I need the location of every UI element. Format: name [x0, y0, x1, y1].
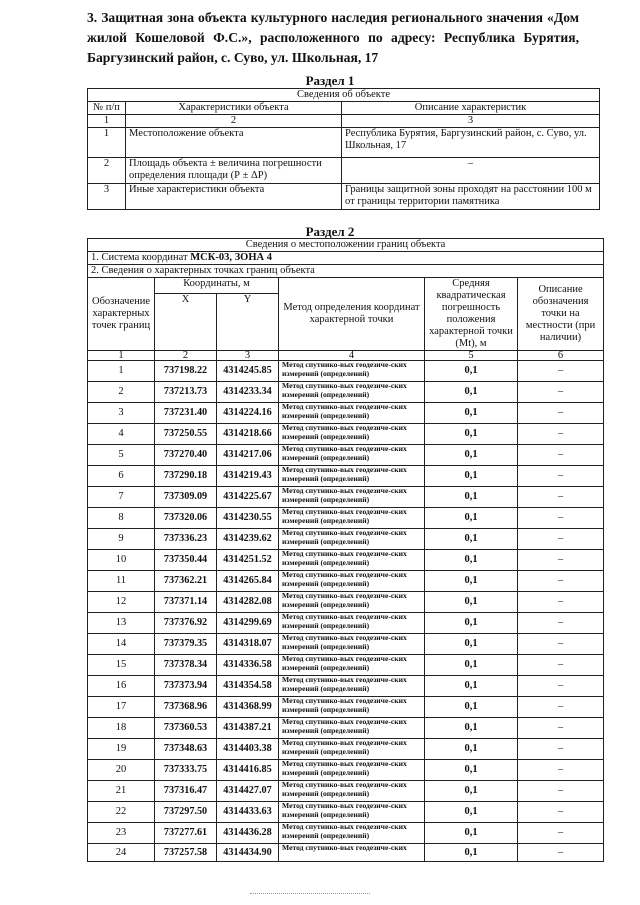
method-cell: Метод спутнико-вых геодезиче-ских измерений (определений) [279, 781, 425, 802]
col-number: 2 [155, 351, 217, 361]
x-coordinate: 737316.47 [155, 781, 217, 802]
mt-value: 0,1 [425, 382, 518, 403]
table-row [88, 739, 604, 760]
y-coordinate: 4314224.16 [217, 403, 279, 424]
characteristic-cell: Местоположение объекта [126, 128, 342, 158]
y-coordinate: 4314299.69 [217, 613, 279, 634]
description-cell: Границы защитной зоны проходят на расстоянии 100 м от границы территории памятника [342, 184, 600, 210]
point-description: – [518, 382, 604, 403]
y-coordinate: 4314433.63 [217, 802, 279, 823]
x-coordinate: 737250.55 [155, 424, 217, 445]
mt-value: 0,1 [425, 424, 518, 445]
col-number: 5 [425, 351, 518, 361]
x-coordinate: 737320.06 [155, 508, 217, 529]
method-cell: Метод спутнико-вых геодезиче-ских измерений (определений) [279, 697, 425, 718]
mt-value: 0,1 [425, 802, 518, 823]
y-coordinate: 4314403.38 [217, 739, 279, 760]
method-cell: Метод спутнико-вых геодезиче-ских измерений (определений) [279, 529, 425, 550]
coordinate-system-row [88, 252, 604, 265]
mt-value: 0,1 [425, 718, 518, 739]
table-row [88, 655, 604, 676]
method-cell: Метод спутнико-вых геодезиче-ских измерений (определений) [279, 424, 425, 445]
mt-value: 0,1 [425, 760, 518, 781]
method-cell: Метод спутнико-вых геодезиче-ских измерений (определений) [279, 613, 425, 634]
y-coordinate: 4314265.84 [217, 571, 279, 592]
row-number: 2 [88, 158, 126, 184]
coordinate-system-name: МСК-03, ЗОНА 4 [190, 252, 272, 263]
header-y: Y [217, 294, 279, 351]
x-coordinate: 737350.44 [155, 550, 217, 571]
document-heading: 3. Защитная зона объекта культурного наследия регионального значения «Дом жилой Кошеловой Ф.С.», расположенного по адресу: Республика Бурятия, Баргузинский район, с. Суво, ул. Школьная, 17 [87, 10, 579, 65]
point-number: 3 [88, 403, 155, 424]
y-coordinate: 4314436.28 [217, 823, 279, 844]
x-coordinate: 737336.23 [155, 529, 217, 550]
method-cell: Метод спутнико-вых геодезиче-ских [279, 844, 425, 862]
point-description: – [518, 466, 604, 487]
point-description: – [518, 571, 604, 592]
mt-value: 0,1 [425, 466, 518, 487]
col-number: 3 [342, 115, 600, 128]
table-row [88, 424, 604, 445]
mt-value: 0,1 [425, 823, 518, 844]
table-row [88, 361, 604, 382]
point-number: 19 [88, 739, 155, 760]
point-description: – [518, 823, 604, 844]
header-designation: Обозначение характерных точек границ [88, 278, 155, 351]
point-number: 1 [88, 361, 155, 382]
method-cell: Метод спутнико-вых геодезиче-ских измерений (определений) [279, 823, 425, 844]
method-cell: Метод спутнико-вых геодезиче-ских измерений (определений) [279, 571, 425, 592]
row-number: 3 [88, 184, 126, 210]
mt-value: 0,1 [425, 403, 518, 424]
header-number: № п/п [88, 102, 126, 115]
point-description: – [518, 781, 604, 802]
scan-artifact [250, 893, 370, 898]
point-number: 11 [88, 571, 155, 592]
coordinate-system-label: 1. Система координат [91, 252, 191, 263]
method-cell: Метод спутнико-вых геодезиче-ских измерений (определений) [279, 592, 425, 613]
table-row [88, 613, 604, 634]
point-description: – [518, 718, 604, 739]
y-coordinate: 4314218.66 [217, 424, 279, 445]
x-coordinate: 737376.92 [155, 613, 217, 634]
mt-value: 0,1 [425, 697, 518, 718]
header-error: Средняя квадратическая погрешность положения характерной точки (Mt), м [425, 278, 518, 351]
header-description: Описание характеристик [342, 102, 600, 115]
table-row [88, 844, 604, 862]
method-cell: Метод спутнико-вых геодезиче-ских измерений (определений) [279, 760, 425, 781]
method-cell: Метод спутнико-вых геодезиче-ских измерений (определений) [279, 361, 425, 382]
point-description: – [518, 697, 604, 718]
table-row [88, 718, 604, 739]
y-coordinate: 4314233.34 [217, 382, 279, 403]
mt-value: 0,1 [425, 445, 518, 466]
point-description: – [518, 424, 604, 445]
method-cell: Метод спутнико-вых геодезиче-ских измерений (определений) [279, 487, 425, 508]
point-description: – [518, 445, 604, 466]
point-number: 23 [88, 823, 155, 844]
point-number: 14 [88, 634, 155, 655]
header-x: X [155, 294, 217, 351]
x-coordinate: 737379.35 [155, 634, 217, 655]
mt-value: 0,1 [425, 781, 518, 802]
col-number: 2 [126, 115, 342, 128]
y-coordinate: 4314239.62 [217, 529, 279, 550]
mt-value: 0,1 [425, 655, 518, 676]
y-coordinate: 4314225.67 [217, 487, 279, 508]
method-cell: Метод спутнико-вых геодезиче-ских измерений (определений) [279, 550, 425, 571]
mt-value: 0,1 [425, 529, 518, 550]
x-coordinate: 737348.63 [155, 739, 217, 760]
point-number: 13 [88, 613, 155, 634]
header-coords: Координаты, м [155, 278, 279, 294]
table-row [88, 823, 604, 844]
y-coordinate: 4314217.06 [217, 445, 279, 466]
description-cell: – [342, 158, 600, 184]
col-number: 1 [88, 115, 126, 128]
point-number: 6 [88, 466, 155, 487]
y-coordinate: 4314245.85 [217, 361, 279, 382]
point-number: 4 [88, 424, 155, 445]
y-coordinate: 4314230.55 [217, 508, 279, 529]
mt-value: 0,1 [425, 571, 518, 592]
table-row [88, 802, 604, 823]
point-number: 16 [88, 676, 155, 697]
point-number: 7 [88, 487, 155, 508]
x-coordinate: 737231.40 [155, 403, 217, 424]
x-coordinate: 737213.73 [155, 382, 217, 403]
table-row [88, 529, 604, 550]
table-row [88, 487, 604, 508]
x-coordinate: 737368.96 [155, 697, 217, 718]
table-row [88, 466, 604, 487]
method-cell: Метод спутнико-вых геодезиче-ских измерений (определений) [279, 739, 425, 760]
y-coordinate: 4314251.52 [217, 550, 279, 571]
table-row [88, 634, 604, 655]
point-number: 18 [88, 718, 155, 739]
method-cell: Метод спутнико-вых геодезиче-ских измерений (определений) [279, 466, 425, 487]
x-coordinate: 737297.50 [155, 802, 217, 823]
table-row [88, 445, 604, 466]
col-number: 3 [217, 351, 279, 361]
y-coordinate: 4314416.85 [217, 760, 279, 781]
header-point-description: Описание обозначения точки на местности (при наличии) [518, 278, 604, 351]
table-row [88, 550, 604, 571]
table-row [88, 403, 604, 424]
section1-title: Раздел 1 [305, 73, 355, 88]
y-coordinate: 4314282.08 [217, 592, 279, 613]
y-coordinate: 4314219.43 [217, 466, 279, 487]
coordinates-table [87, 238, 604, 862]
col-number: 6 [518, 351, 604, 361]
point-number: 10 [88, 550, 155, 571]
point-number: 20 [88, 760, 155, 781]
mt-value: 0,1 [425, 550, 518, 571]
point-number: 22 [88, 802, 155, 823]
y-coordinate: 4314318.07 [217, 634, 279, 655]
point-number: 12 [88, 592, 155, 613]
mt-value: 0,1 [425, 634, 518, 655]
header-method: Метод определения координат характерной точки [279, 278, 425, 351]
point-description: – [518, 529, 604, 550]
x-coordinate: 737378.34 [155, 655, 217, 676]
x-coordinate: 737373.94 [155, 676, 217, 697]
x-coordinate: 737309.09 [155, 487, 217, 508]
point-description: – [518, 634, 604, 655]
table-row [88, 781, 604, 802]
method-cell: Метод спутнико-вых геодезиче-ских измерений (определений) [279, 655, 425, 676]
mt-value: 0,1 [425, 739, 518, 760]
point-description: – [518, 403, 604, 424]
y-coordinate: 4314427.07 [217, 781, 279, 802]
mt-value: 0,1 [425, 592, 518, 613]
x-coordinate: 737333.75 [155, 760, 217, 781]
description-cell: Республика Бурятия, Баргузинский район, с. Суво, ул. Школьная, 17 [342, 128, 600, 158]
point-description: – [518, 676, 604, 697]
mt-value: 0,1 [425, 487, 518, 508]
point-description: – [518, 760, 604, 781]
point-number: 24 [88, 844, 155, 862]
method-cell: Метод спутнико-вых геодезиче-ских измерений (определений) [279, 802, 425, 823]
point-description: – [518, 487, 604, 508]
mt-value: 0,1 [425, 844, 518, 862]
method-cell: Метод спутнико-вых геодезиче-ских измерений (определений) [279, 508, 425, 529]
method-cell: Метод спутнико-вых геодезиче-ских измерений (определений) [279, 382, 425, 403]
point-number: 21 [88, 781, 155, 802]
method-cell: Метод спутнико-вых геодезиче-ских измерений (определений) [279, 403, 425, 424]
x-coordinate: 737277.61 [155, 823, 217, 844]
y-coordinate: 4314387.21 [217, 718, 279, 739]
object-info-table [87, 88, 600, 210]
section2-title: Раздел 2 [305, 224, 355, 239]
mt-value: 0,1 [425, 508, 518, 529]
points-caption: 2. Сведения о характерных точках границ объекта [88, 265, 604, 278]
characteristic-cell: Иные характеристики объекта [126, 184, 342, 210]
mt-value: 0,1 [425, 613, 518, 634]
point-description: – [518, 739, 604, 760]
header-characteristic: Характеристики объекта [126, 102, 342, 115]
method-cell: Метод спутнико-вых геодезиче-ских измерений (определений) [279, 718, 425, 739]
point-description: – [518, 613, 604, 634]
section2-caption: Сведения о местоположении границ объекта [88, 239, 604, 252]
y-coordinate: 4314368.99 [217, 697, 279, 718]
mt-value: 0,1 [425, 676, 518, 697]
x-coordinate: 737198.22 [155, 361, 217, 382]
point-description: – [518, 361, 604, 382]
method-cell: Метод спутнико-вых геодезиче-ских измерений (определений) [279, 634, 425, 655]
table-row [88, 508, 604, 529]
mt-value: 0,1 [425, 361, 518, 382]
x-coordinate: 737290.18 [155, 466, 217, 487]
point-description: – [518, 550, 604, 571]
point-description: – [518, 592, 604, 613]
point-number: 17 [88, 697, 155, 718]
table-row [88, 592, 604, 613]
method-cell: Метод спутнико-вых геодезиче-ских измерений (определений) [279, 445, 425, 466]
y-coordinate: 4314434.90 [217, 844, 279, 862]
x-coordinate: 737360.53 [155, 718, 217, 739]
characteristic-cell: Площадь объекта ± величина погрешности определения площади (Р ± ΔР) [126, 158, 342, 184]
row-number: 1 [88, 128, 126, 158]
x-coordinate: 737371.14 [155, 592, 217, 613]
table-row [88, 697, 604, 718]
point-description: – [518, 844, 604, 862]
point-number: 8 [88, 508, 155, 529]
method-cell: Метод спутнико-вых геодезиче-ских измерений (определений) [279, 676, 425, 697]
table-row [88, 571, 604, 592]
table-row [88, 676, 604, 697]
x-coordinate: 737270.40 [155, 445, 217, 466]
col-number: 4 [279, 351, 425, 361]
point-number: 9 [88, 529, 155, 550]
point-number: 5 [88, 445, 155, 466]
point-description: – [518, 508, 604, 529]
point-description: – [518, 655, 604, 676]
y-coordinate: 4314336.58 [217, 655, 279, 676]
section1-caption: Сведения об объекте [88, 89, 600, 102]
x-coordinate: 737362.21 [155, 571, 217, 592]
point-description: – [518, 802, 604, 823]
coordinate-rows [88, 361, 604, 862]
point-number: 15 [88, 655, 155, 676]
table-row [88, 760, 604, 781]
x-coordinate: 737257.58 [155, 844, 217, 862]
y-coordinate: 4314354.58 [217, 676, 279, 697]
point-number: 2 [88, 382, 155, 403]
col-number: 1 [88, 351, 155, 361]
table-row [88, 382, 604, 403]
